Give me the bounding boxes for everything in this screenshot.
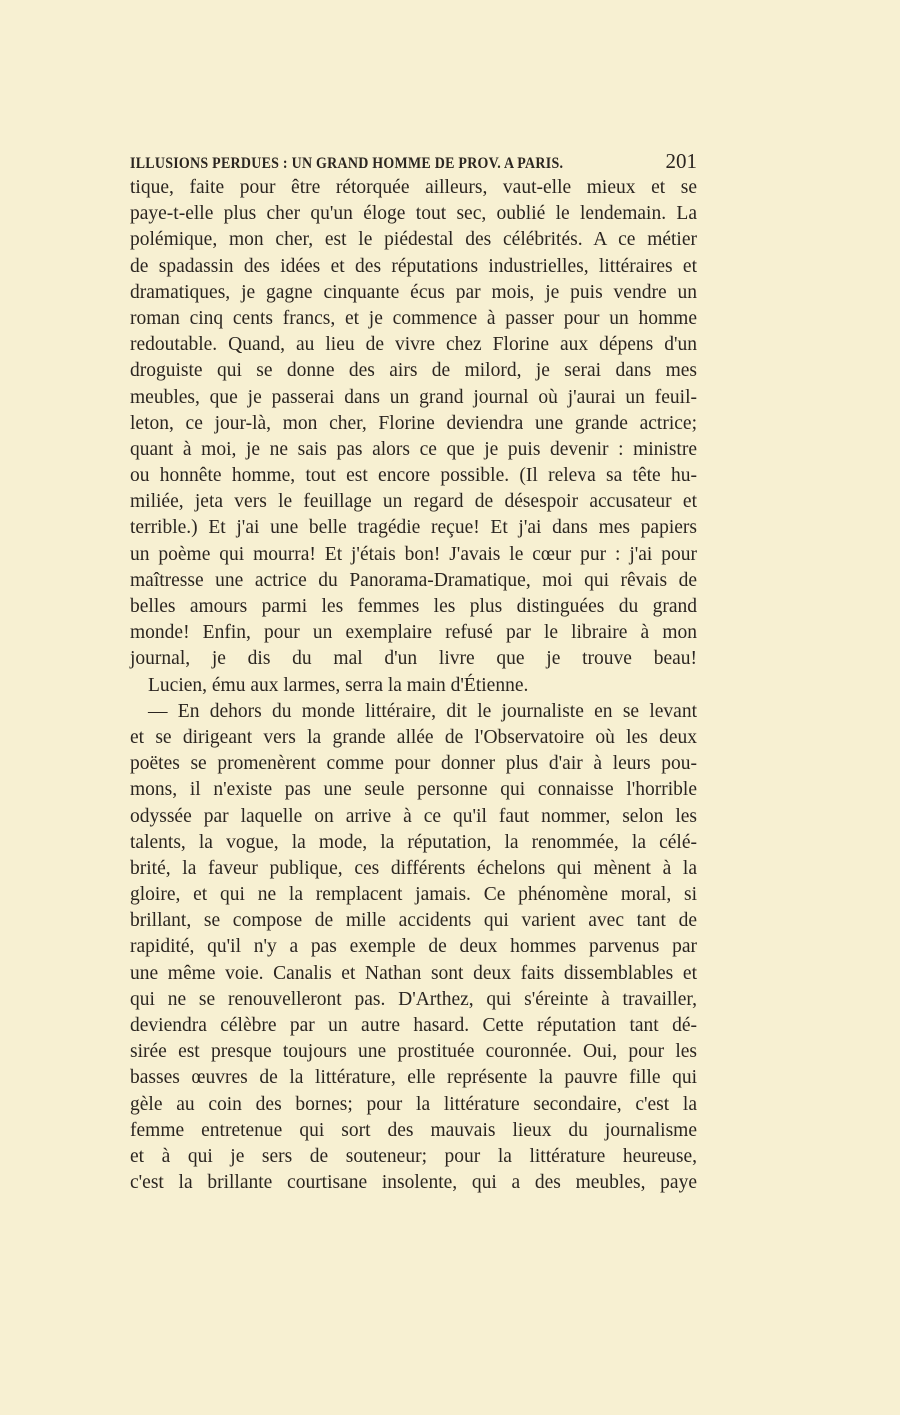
text-line-content: monde! Enfin, pour un exemplaire refusé par le libraire à mon xyxy=(130,622,697,644)
text-line-content: gèle au coin des bornes; pour la littérature secondaire, c'est la xyxy=(130,1093,697,1115)
text-line xyxy=(130,620,697,646)
text-line xyxy=(130,804,697,830)
text-line-content: odyssée par laquelle on arrive à ce qu'il faut nommer, selon les xyxy=(130,805,697,827)
text-line xyxy=(130,201,697,227)
text-line-content: talents, la vogue, la mode, la réputation, la renommée, la célé- xyxy=(130,831,697,853)
text-line-content: dramatiques, je gagne cinquante écus par mois, je puis vendre un xyxy=(130,281,697,303)
text-line xyxy=(130,306,697,332)
text-line-content: et à qui je sers de souteneur; pour la littérature heureuse, xyxy=(130,1145,697,1167)
text-line-content: miliée, jeta vers le feuillage un regard de désespoir accusateur et xyxy=(130,491,697,513)
text-line xyxy=(130,1092,697,1118)
text-line-content: brillant, se compose de mille accidents qui varient avec tant de xyxy=(130,910,697,932)
text-line-content: basses œuvres de la littérature, elle représente la pauvre fille qui xyxy=(130,1067,697,1089)
text-line-content: Lucien, ému aux larmes, serra la main d'Étienne. xyxy=(148,674,529,696)
text-line-content: tique, faite pour être rétorquée ailleurs, vaut-elle mieux et se xyxy=(130,177,697,198)
text-line xyxy=(130,332,697,358)
text-line-content: deviendra célèbre par un autre hasard. Cette réputation tant dé- xyxy=(130,1015,697,1036)
text-line xyxy=(130,568,697,594)
text-line xyxy=(130,751,697,777)
text-line-content: un poème qui mourra! Et j'étais bon! J'avais le cœur pur : j'ai pour xyxy=(130,543,697,565)
text-line xyxy=(130,227,697,253)
body-text xyxy=(130,175,697,1196)
text-line xyxy=(130,646,697,672)
text-line-content: — En dehors du monde littéraire, dit le journaliste en se levant xyxy=(148,700,697,722)
text-line xyxy=(130,961,697,987)
text-line-content: qui ne se renouvelleront pas. D'Arthez, qui s'éreinte à travailler, xyxy=(130,988,697,1010)
text-line-content: poëtes se promenèrent comme pour donner plus d'air à leurs pou- xyxy=(130,753,697,775)
text-line xyxy=(130,830,697,856)
text-line xyxy=(130,777,697,803)
text-line xyxy=(130,1039,697,1065)
text-line-content: sirée est presque toujours une prostituée couronnée. Oui, pour les xyxy=(130,1041,697,1063)
text-line xyxy=(130,594,697,620)
text-line-content: leton, ce jour-là, mon cher, Florine deviendra une grande actrice; xyxy=(130,412,697,434)
text-line xyxy=(130,1065,697,1091)
text-line xyxy=(130,411,697,437)
text-line xyxy=(130,908,697,934)
text-line-content: redoutable. Quand, au lieu de vivre chez Florine aux dépens d'un xyxy=(130,334,697,356)
text-line xyxy=(130,934,697,960)
text-line-content: belles amours parmi les femmes les plus distinguées du grand xyxy=(130,596,697,617)
text-line xyxy=(130,1118,697,1144)
running-header xyxy=(130,150,697,172)
text-line xyxy=(130,463,697,489)
text-line-content: c'est la brillante courtisane insolente, qui a des meubles, paye xyxy=(130,1172,697,1194)
text-line-content: polémique, mon cher, est le piédestal des célébrités. A ce métier xyxy=(130,229,697,251)
text-line xyxy=(130,542,697,568)
text-line xyxy=(130,987,697,1013)
text-line-content: droguiste qui se donne des airs de milord, je serai dans mes xyxy=(130,360,697,382)
text-line xyxy=(130,175,697,201)
text-line xyxy=(130,358,697,384)
text-line xyxy=(130,882,697,908)
text-line-content: paye-t-elle plus cher qu'un éloge tout sec, oublié le lendemain. La xyxy=(130,203,697,225)
text-line xyxy=(130,699,697,725)
text-line-content: terrible.) Et j'ai une belle tragédie reçue! Et j'ai dans mes papiers xyxy=(130,517,697,539)
text-line xyxy=(130,673,697,699)
text-line-content: une même voie. Canalis et Nathan sont deux faits dissemblables et xyxy=(130,962,697,984)
text-line-content: gloire, et qui ne la remplacent jamais. Ce phénomène moral, si xyxy=(130,884,697,906)
text-line xyxy=(130,489,697,515)
text-line-content: mons, il n'existe pas une seule personne qui connaisse l'horrible xyxy=(130,779,697,801)
text-line xyxy=(130,856,697,882)
text-line xyxy=(130,280,697,306)
text-line-content: meubles, que je passerai dans un grand journal où j'aurai un feuil- xyxy=(130,386,697,408)
page-number: 201 xyxy=(665,149,697,173)
text-line-content: rapidité, qu'il n'y a pas exemple de deux hommes parvenus par xyxy=(130,936,697,958)
text-line xyxy=(130,515,697,541)
text-line xyxy=(130,725,697,751)
text-line-content: brité, la faveur publique, ces différents échelons qui mènent à la xyxy=(130,857,697,879)
text-line-content: femme entretenue qui sort des mauvais lieux du journalisme xyxy=(130,1119,697,1141)
text-line xyxy=(130,1170,697,1196)
text-line xyxy=(130,254,697,280)
text-line xyxy=(130,1013,697,1039)
text-line xyxy=(130,437,697,463)
text-line-content: et se dirigeant vers la grande allée de l'Observatoire où les deux xyxy=(130,726,697,748)
running-title: ILLUSIONS PERDUES : UN GRAND HOMME DE PROV. A PARIS. xyxy=(130,155,564,172)
text-line xyxy=(130,385,697,411)
text-line-content: ou honnête homme, tout est encore possible. (Il releva sa tête hu- xyxy=(130,465,697,487)
text-line-content: quant à moi, je ne sais pas alors ce que je puis devenir : ministre xyxy=(130,438,697,460)
text-line-content: journal, je dis du mal d'un livre que je trouve beau! xyxy=(130,648,697,670)
text-line-content: roman cinq cents francs, et je commence à passer pour un homme xyxy=(130,307,697,329)
text-line-content: de spadassin des idées et des réputations industrielles, littéraires et xyxy=(130,255,697,277)
text-line xyxy=(130,1144,697,1170)
text-line-content: maîtresse une actrice du Panorama-Dramatique, moi qui rêvais de xyxy=(130,569,697,591)
